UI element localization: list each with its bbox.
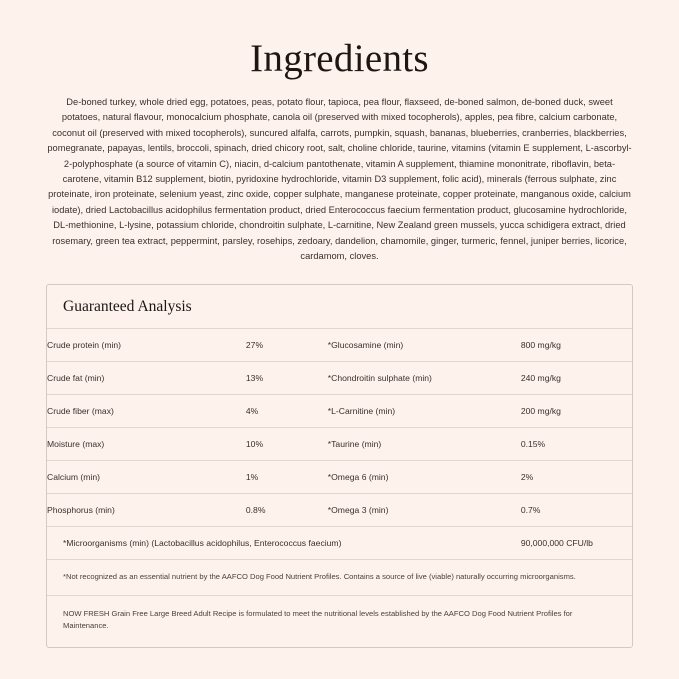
nutrient-value: 240 mg/kg xyxy=(521,362,632,395)
nutrient-label: Crude fat (min) xyxy=(47,362,246,395)
nutrient-label: Moisture (max) xyxy=(47,428,246,461)
nutrient-label: *Chondroitin sulphate (min) xyxy=(328,362,521,395)
nutrient-label: *Omega 6 (min) xyxy=(328,461,521,494)
nutrient-value: 2% xyxy=(521,461,632,494)
nutrient-value: 200 mg/kg xyxy=(521,395,632,428)
nutrient-label: Phosphorus (min) xyxy=(47,494,246,527)
nutrient-label: *Microorganisms (min) (Lactobacillus acidophilus, Enterococcus faecium) xyxy=(47,527,521,560)
nutrient-label: Calcium (min) xyxy=(47,461,246,494)
nutrient-value: 10% xyxy=(246,428,328,461)
nutrient-label: *L-Carnitine (min) xyxy=(328,395,521,428)
nutrient-value: 4% xyxy=(246,395,328,428)
ingredients-paragraph: De-boned turkey, whole dried egg, potatoes, peas, potato flour, tapioca, pea flour, flaxseed, de-boned salmon, de-boned duck, sweet potatoes, natural flavour, monocalcium phosphate, canola oil (preserved with mixed tocopherols), apples, pea fibre, calcium carbonate, coconut oil (preserved with mixed tocopherols), suncured alfalfa, carrots, pumpkin, squash, bananas, blueberries, cranberries, blackberries, pomegranate, papayas, lentils, broccoli, spinach, dried chicory root, salt, choline chloride, taurine, vitamins (vitamin E supplement, L-ascorbyl-2-polyphosphate (a source of vitamin C), niacin, d-calcium pantothenate, vitamin A supplement, thiamine mononitrate, riboflavin, beta-carotene, vitamin B12 supplement, biotin, pyridoxine hydrochloride, vitamin D3 supplement, folic acid), minerals (ferrous sulphate, zinc proteinate, iron proteinate, selenium yeast, zinc oxide, copper sulphate, manganese proteinate, copper proteinate, manganous oxide, calcium iodate), dried Lactobacillus acidophilus fermentation product, dried Enterococcus faecium fermentation product, glucosamine hydrochloride, DL-methionine, L-lysine, potassium chloride, chondroitin sulphate, L-carnitine, New Zealand green mussels, yucca schidigera extract, dried rosemary, green tea extract, peppermint, parsley, rosehips, zedoary, dandelion, chamomile, ginger, turmeric, fennel, juniper berries, licorice, cardamom, cloves. xyxy=(47,97,632,262)
table-row xyxy=(47,428,632,461)
table-row xyxy=(47,395,632,428)
table-row xyxy=(47,362,632,395)
nutrient-value: 1% xyxy=(246,461,328,494)
nutrient-value: 27% xyxy=(246,329,328,362)
nutrient-value: 90,000,000 CFU/lb xyxy=(521,527,632,560)
nutrient-value: 0.15% xyxy=(521,428,632,461)
table-row xyxy=(47,494,632,527)
nutrient-label: Crude protein (min) xyxy=(47,329,246,362)
nutrient-label: *Glucosamine (min) xyxy=(328,329,521,362)
guaranteed-analysis-table xyxy=(47,329,632,560)
table-row xyxy=(47,461,632,494)
nutrient-value: 0.8% xyxy=(246,494,328,527)
nutrient-value: 13% xyxy=(246,362,328,395)
page-title: Ingredients xyxy=(250,37,429,80)
footnote-aafco-statement: NOW FRESH Grain Free Large Breed Adult Recipe is formulated to meet the nutritional levels established by the AAFCO Dog Food Nutrient Profiles for Maintenance. xyxy=(63,608,573,631)
nutrient-value: 800 mg/kg xyxy=(521,329,632,362)
nutrient-label: *Taurine (min) xyxy=(328,428,521,461)
footnote-asterisk: *Not recognized as an essential nutrient by the AAFCO Dog Food Nutrient Profiles. Contains a source of live (viable) naturally occurring microorganisms. xyxy=(47,560,632,596)
table-row-microorganisms xyxy=(47,527,632,560)
nutrient-label: Crude fiber (max) xyxy=(47,395,246,428)
guaranteed-analysis-heading: Guaranteed Analysis xyxy=(47,285,632,329)
guaranteed-analysis-panel xyxy=(46,284,633,648)
nutrient-value: 0.7% xyxy=(521,494,632,527)
table-row xyxy=(47,329,632,362)
nutrient-label: *Omega 3 (min) xyxy=(328,494,521,527)
